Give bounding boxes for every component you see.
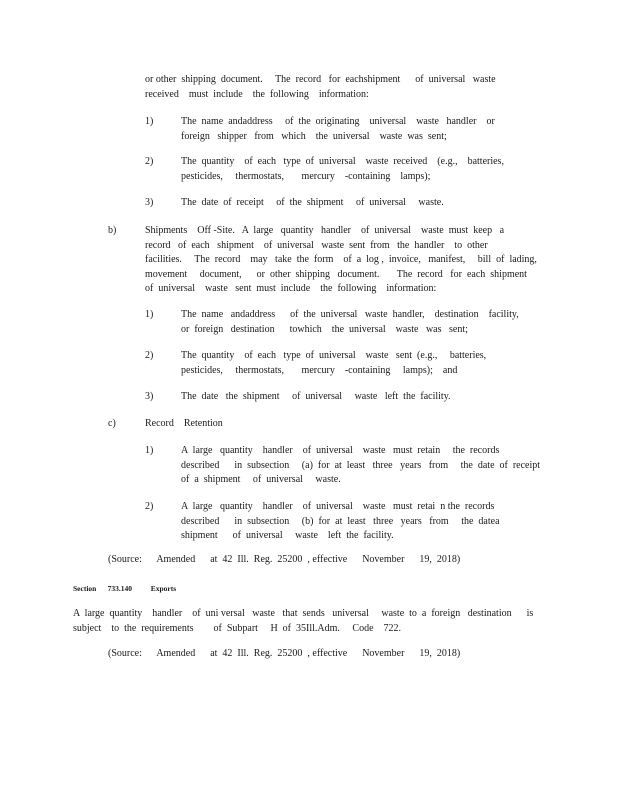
item-number: 2) (145, 156, 154, 167)
text-line: The date of receipt of the shipment of universal waste. (181, 197, 444, 208)
text-line: shipment of universal waste left the facility. (181, 530, 394, 541)
source-note: (Source: Amended at 42 Ill. Reg. 25200 , effective November 19, 2018) (108, 648, 461, 659)
text-line: The quantity of each type of universal waste received (e.g., batteries, (181, 156, 504, 167)
text-line: The name andaddress of the universal waste handler, destination facility, (181, 309, 519, 320)
text-line: A large quantity handler of uni versal waste that sends universal waste to a foreign destination is (73, 608, 534, 619)
item-number: 1) (145, 116, 154, 127)
text-line: described in subsection (a) for at least three years from the date of receipt (181, 459, 541, 471)
item-number: 3) (145, 197, 154, 208)
text-line: pesticides, thermostats, mercury -containing lamps); (181, 170, 431, 182)
text-line: A large quantity handler of universal waste must retai n the records (181, 501, 495, 512)
text-line: of universal waste sent must include the following information: (145, 283, 437, 294)
item-text (181, 349, 486, 378)
text-line: subject to the requirements of Subpart H of 35Ill.Adm. Code 722. (73, 622, 402, 634)
item-text (181, 390, 451, 405)
item-text (181, 155, 504, 184)
item-text (181, 196, 444, 211)
text-line: movement document, or other shipping document. The record for each shipment (145, 268, 527, 280)
item-number: 2) (145, 350, 154, 361)
text-line: The quantity of each type of universal waste sent (e.g., batteries, (181, 350, 487, 361)
item-number: 2) (145, 501, 154, 512)
text-line: or foreign destination towhich the universal waste was sent; (181, 323, 468, 335)
section-c-title: Record Retention (145, 418, 223, 429)
section-b-letter: b) (108, 225, 117, 236)
text-line: foreign shipper from which the universal waste was sent; (181, 130, 447, 142)
text-line: or other shipping document. The record for eachshipment of universal waste (145, 74, 496, 85)
text-line: pesticides, thermostats, mercury -containing lamps); and (181, 364, 458, 376)
item-text (181, 444, 540, 488)
item-number: 3) (145, 391, 154, 402)
text-line: facilities. The record may take the form of a log , invoice, manifest, bill of lading, (145, 254, 537, 265)
text-line: record of each shipment of universal waste sent from the handler to other (145, 239, 488, 251)
item-number: 1) (145, 445, 154, 456)
item-number: 1) (145, 309, 154, 320)
section-c-letter: c) (108, 418, 116, 429)
text-line: The name andaddress of the originating universal waste handler or (181, 116, 495, 127)
section-heading: Section 733.140 Exports (73, 584, 177, 593)
item-text (181, 500, 500, 544)
item-text (181, 115, 495, 144)
text-line: received must include the following information: (145, 88, 369, 100)
paragraph-a-tail (145, 73, 496, 102)
section-b-text (145, 224, 537, 297)
source-note: (Source: Amended at 42 Ill. Reg. 25200 , effective November 19, 2018) (108, 554, 461, 565)
text-line: The date the shipment of universal waste left the facility. (181, 391, 451, 402)
text-line: described in subsection (b) for at least three years from the datea (181, 515, 500, 527)
text-line: of a shipment of universal waste. (181, 474, 341, 485)
item-text (181, 308, 519, 337)
text-line: A large quantity handler of universal waste must retain the records (181, 445, 500, 456)
exports-paragraph (73, 607, 533, 636)
text-line: Shipments Off -Site. A large quantity handler of universal waste must keep a (145, 225, 505, 236)
